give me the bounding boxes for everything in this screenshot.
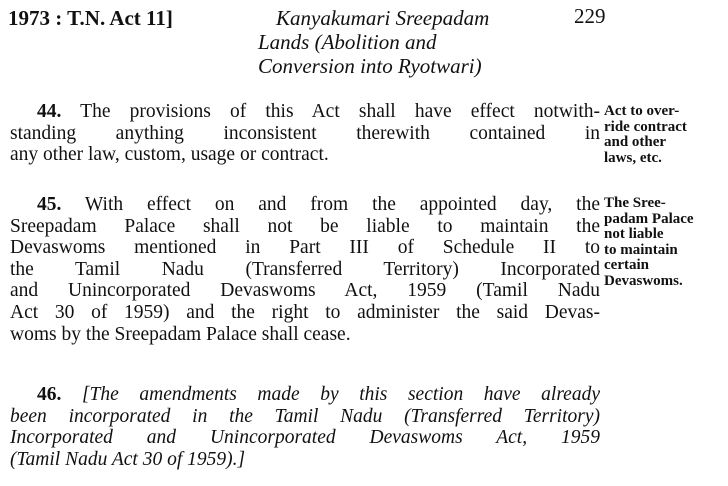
section-line: and Unincorporated Devaswoms Act, 1959 (Tamil Nadu	[10, 280, 600, 302]
section-line	[10, 194, 600, 216]
margin-note-line: The Sree-	[604, 195, 666, 211]
margin-note-44	[604, 104, 728, 166]
section-number: 46.	[37, 384, 62, 405]
section-line: been incorporated in the Tamil Nadu (Transferred Territory)	[10, 405, 600, 427]
section-line	[10, 101, 600, 123]
header-title	[258, 6, 558, 78]
section-line: Devaswoms mentioned in Part III of Schedule II to	[10, 237, 600, 259]
page-number: 229	[574, 4, 606, 28]
header-title-line: Conversion into Ryotwari)	[258, 54, 482, 78]
margin-note-line: to maintain	[604, 241, 678, 258]
header-act-reference: 1973 : T.N. Act 11]	[8, 6, 173, 30]
section-line: any other law, custom, usage or contract.	[10, 144, 329, 166]
section-line: Sreepadam Palace shall not be liable to maintain the	[10, 215, 600, 237]
header-title-line: Lands (Abolition and	[258, 30, 437, 54]
section-line: Act 30 of 1959) and the right to administer the said Devas-	[10, 301, 600, 323]
section-45	[10, 194, 600, 345]
margin-note-line: ride contract	[604, 118, 687, 135]
header-title-line: Kanyakumari Sreepadam	[276, 6, 490, 30]
section-number: 44.	[37, 101, 62, 122]
section-text: [The amendments made by this section have already	[81, 384, 600, 405]
margin-note-line: padam Palace	[604, 210, 694, 227]
section-line: (Tamil Nadu Act 30 of 1959).]	[10, 448, 246, 470]
margin-note-line: and other	[604, 134, 667, 150]
section-number: 45.	[37, 194, 62, 215]
section-44	[10, 101, 600, 166]
section-line: standing anything inconsistent therewith contained in	[10, 122, 600, 144]
margin-note-line: Act to over-	[604, 103, 680, 119]
section-text: With effect on and from the appointed day, the	[84, 194, 600, 215]
section-line: woms by the Sreepadam Palace shall cease.	[10, 323, 351, 345]
section-line: Incorporated and Unincorporated Devaswoms Act, 1959	[10, 427, 600, 449]
section-text: The provisions of this Act shall have effect notwith-	[80, 101, 600, 122]
section-line	[10, 384, 600, 406]
section-line: the Tamil Nadu (Transferred Territory) Incorporated	[10, 258, 600, 280]
margin-note-line: certain	[604, 257, 649, 273]
section-46	[10, 384, 600, 470]
margin-note-line: not liable	[604, 226, 664, 242]
margin-note-line: Devaswoms.	[604, 272, 683, 289]
margin-note-45	[604, 196, 728, 289]
margin-note-line: laws, etc.	[604, 149, 662, 166]
